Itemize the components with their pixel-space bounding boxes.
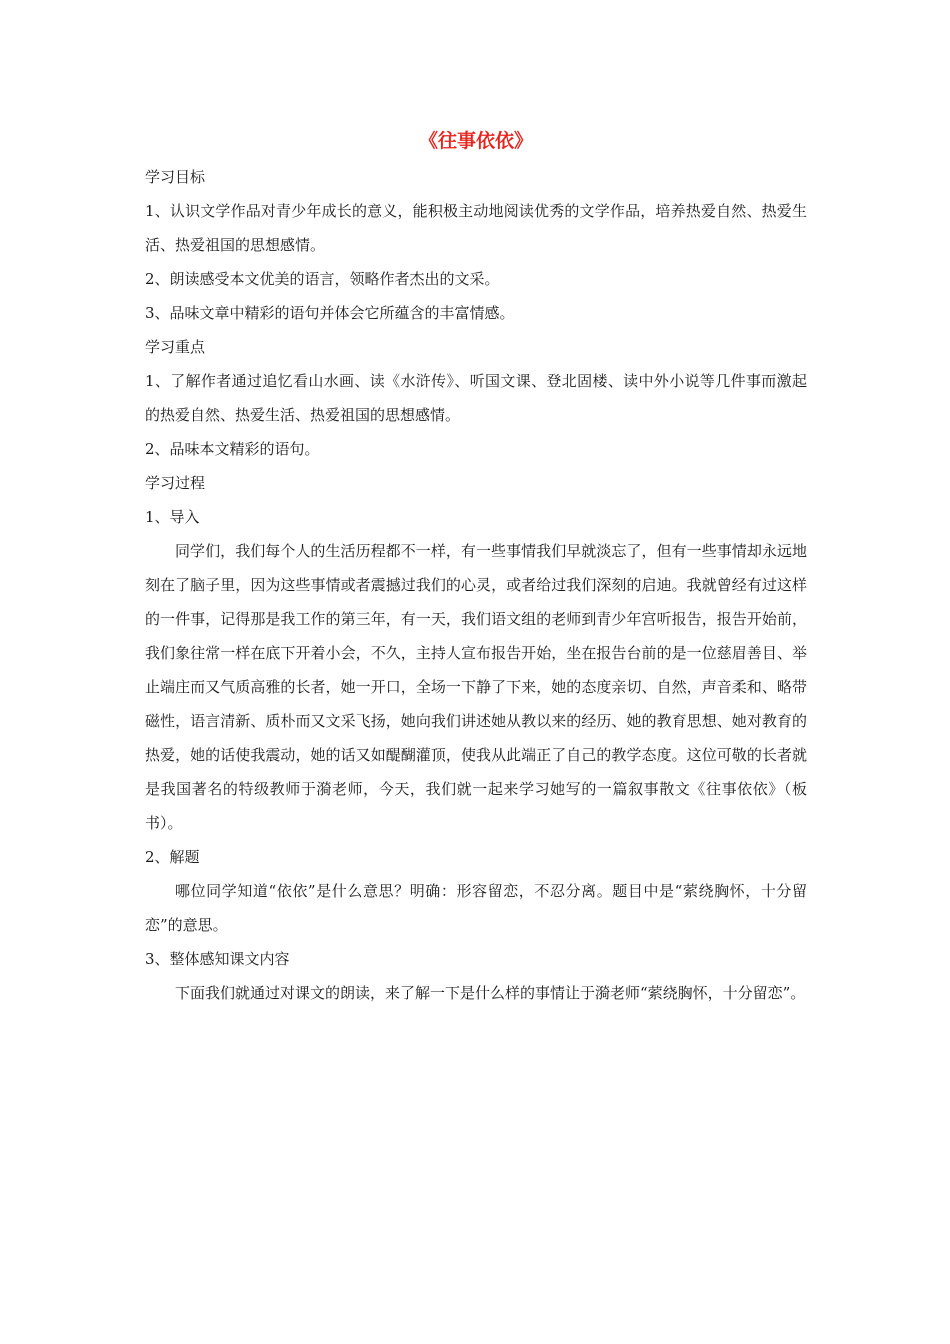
focus-item-2: 2、品味本文精彩的语句。 xyxy=(145,440,320,458)
document-page xyxy=(145,128,807,1010)
focus-item-1: 1、了解作者通过追忆看山水画、读《水浒传》、听国文课、登北固楼、读中外小说等几件事而激起的热爱自然、热爱生活、热爱祖国的思想感情。 xyxy=(145,372,807,424)
step-label-title-analysis: 2、解题 xyxy=(145,848,200,866)
step-text-overview: 下面我们就通过对课文的朗读，来了解一下是什么样的事情让于漪老师“萦绕胸怀，十分留恋”。 xyxy=(175,984,806,1002)
goal-item-1: 1、认识文学作品对青少年成长的意义，能积极主动地阅读优秀的文学作品，培养热爱自然、热爱生活、热爱祖国的思想感情。 xyxy=(145,202,807,254)
section-heading-goals: 学习目标 xyxy=(145,168,206,186)
goal-item-2: 2、朗读感受本文优美的语言，领略作者杰出的文采。 xyxy=(145,270,500,288)
step-label-intro: 1、导入 xyxy=(145,508,200,526)
document-title: 《往事依依》 xyxy=(418,130,533,152)
step-label-overview: 3、整体感知课文内容 xyxy=(145,950,290,968)
step-text-title-analysis: 哪位同学知道“依依”是什么意思？明确：形容留恋，不忍分离。题目中是“萦绕胸怀，十分留恋”的意思。 xyxy=(145,882,807,934)
step-text-intro: 同学们，我们每个人的生活历程都不一样，有一些事情我们早就淡忘了，但有一些事情却永远地刻在了脑子里，因为这些事情或者震撼过我们的心灵，或者给过我们深刻的启迪。我就曾经有过这样的一件事，记得那是我工作的第三年，有一天，我们语文组的老师到青少年宫听报告，报告开始前，我们象往常一样在底下开着小会，不久，主持人宣布报告开始，坐在报告台前的是一位慈眉善目、举止端庄而又气质高雅的长者，她一开口，全场一下静了下来，她的态度亲切、自然，声音柔和、略带磁性，语言清新、质朴而又文采飞扬，她向我们讲述她从教以来的经历、她的教育思想、她对教育的热爱，她的话使我震动，她的话又如醍醐灌顶，使我从此端正了自己的教学态度。这位可敬的长者就是我国著名的特级教师于漪老师，今天，我们就一起来学习她写的一篇叙事散文《往事依依》（板书）。 xyxy=(145,542,807,832)
section-heading-process: 学习过程 xyxy=(145,474,206,492)
goal-item-3: 3、品味文章中精彩的语句并体会它所蕴含的丰富情感。 xyxy=(145,304,515,322)
section-heading-focus: 学习重点 xyxy=(145,338,206,356)
